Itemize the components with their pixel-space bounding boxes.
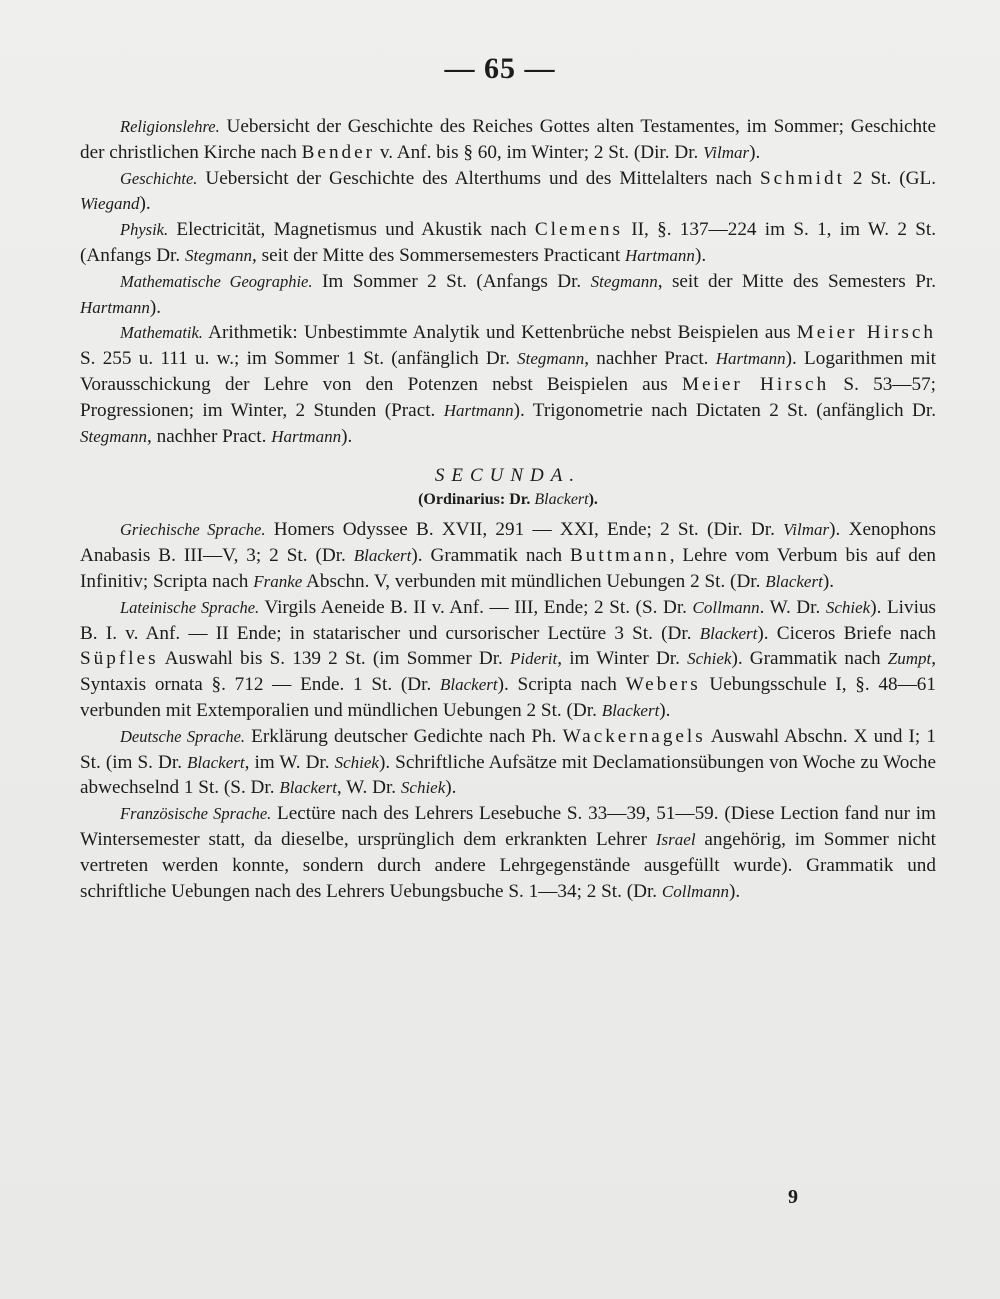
teacher-name: Wiegand (80, 194, 140, 214)
paragraph-text: Virgils Aeneide B. II v. Anf. — III, Ende; 2 St. (S. Dr. (259, 596, 693, 618)
paragraph-text: ). Xenophons Anabasis B. III—V, 3; 2 St. (Dr. (80, 519, 936, 567)
paragraph-text: Erklärung deutscher Gedichte nach Ph. (245, 725, 563, 747)
paragraph-text: ). (139, 193, 151, 215)
author-name: Buttmann (570, 545, 670, 567)
paragraph-text: Lectüre nach des Lehrers Lesebuche S. 33—39, 51—59. (Diese Lection fand nur im Wintersemester statt, da dieselbe, ursprünglich dem erkrankten Lehrer (80, 803, 936, 850)
author-name: Wackernagels (562, 725, 706, 747)
teacher-name: Blackert (601, 700, 660, 720)
paragraph-text: ). Grammatik nach (731, 648, 888, 670)
paragraph-text: Arithmetik: Unbestimmte Analytik und Kettenbrüche nebst Beispielen aus (202, 322, 797, 344)
subject-heading: Griechische Sprache. (120, 520, 266, 540)
author-name: Franke (253, 571, 303, 591)
subject-heading: Mathematische Geographie. (120, 271, 313, 291)
paragraph-text: v. Anf. bis § 60, im Winter; 2 St. (Dir. Dr. (375, 141, 704, 163)
teacher-name: Vilmar (783, 520, 830, 540)
teacher-name: Collmann (661, 881, 729, 901)
paragraph-text: ). Scripta nach (497, 674, 626, 696)
author-name: Clemens (534, 219, 623, 241)
paragraph-text: ). Schriftliche Aufsätze mit Declamationsübungen von Woche zu Woche abwechselnd 1 St. (S. Dr. (80, 751, 936, 799)
paragraph-lateinische-sprache (80, 595, 936, 724)
paragraph-franzoesische-sprache (80, 801, 936, 904)
teacher-name: Schiek (825, 597, 871, 617)
signature-mark: 9 (788, 1186, 798, 1208)
paragraph-text: Uebersicht der Geschichte des Alterthums und des Mittelalters nach (197, 167, 760, 189)
paragraph-text: ). (749, 141, 761, 163)
paragraph-text: Auswahl Abschn. X und I; 1 St. (im S. Dr. (80, 725, 936, 773)
subject-heading: Französische Sprache. (120, 804, 272, 824)
paragraph-text: Homers Odyssee B. XVII, 291 — XXI, Ende; 2 St. (Dir. Dr. (265, 519, 784, 541)
paragraph-text: ). (445, 777, 457, 799)
page-number: — 65 — (444, 52, 556, 85)
paragraph-text: S. 255 u. 111 u. w.; im Sommer 1 St. (anfänglich Dr. (80, 348, 518, 370)
subject-heading: Geschichte. (120, 168, 198, 188)
main-text (80, 114, 936, 904)
paragraph-text: , W. Dr. (336, 777, 401, 799)
teacher-name: Stegmann (184, 245, 253, 265)
teacher-name: Blackert (187, 752, 245, 772)
teacher-name: Blackert (765, 571, 823, 591)
paragraph-text: Uebungsschule I, §. 48—61 verbunden mit Extemporalien und mündlichen Uebungen 2 St. (Dr. (80, 674, 936, 721)
paragraph-text: , nachher Pract. (584, 348, 716, 370)
teacher-name: Hartmann (443, 400, 514, 420)
subject-heading: Mathematik. (120, 323, 203, 343)
paragraph-geschichte (80, 166, 936, 218)
teacher-name: Schiek (687, 649, 732, 669)
teacher-name: Schiek (400, 778, 446, 798)
paragraph-text: ). Grammatik nach (411, 545, 570, 567)
paragraph-text: S. 53—57; Progressionen; im Winter, 2 Stunden (Pract. (80, 373, 936, 421)
paragraph-text: , seit der Mitte des Semesters Pr. (657, 270, 937, 292)
teacher-name: Stegmann (80, 426, 148, 446)
teacher-name: Hartmann (715, 349, 786, 369)
paragraph-text: angehörig, im Sommer nicht vertreten werden konnte, sondern durch andere Lehrgegenstände ausgefüllt wurde). Grammatik und schriftliche Uebungen nach des Lehrers Uebungsbuche S. 1—34; 2 St. (Dr. (80, 828, 936, 902)
paragraph-text: Uebersicht der Geschichte des Reiches Gottes alten Testamentes, im Sommer; Geschichte der christlichen Kirche nach (80, 116, 936, 163)
author-name: Süpfles (80, 648, 159, 670)
author-name: Webers (625, 674, 701, 696)
paragraph-text: Abschn. V, verbunden mit mündlichen Uebungen 2 St. (Dr. (302, 570, 766, 592)
paragraph-text: , im Winter Dr. (557, 648, 688, 670)
ordinarius-end: ). (588, 491, 598, 509)
paragraph-text: ). (149, 296, 162, 318)
paragraph-text: Im Sommer 2 St. (Anfangs Dr. (312, 270, 591, 292)
author-name: Zumpt (887, 649, 932, 669)
teacher-name: Vilmar (703, 142, 750, 162)
teacher-name: Blackert (440, 675, 498, 695)
paragraph-mathematische-geographie (80, 269, 936, 321)
paragraph-text: 2 St. (GL. (844, 167, 937, 189)
paragraph-text: ). Livius B. I. v. Anf. — II Ende; in statarischer und cursorischer Lectüre 3 St. (Dr. (80, 596, 936, 644)
teacher-name: Blackert (534, 491, 589, 509)
paragraph-text: ). (694, 244, 707, 266)
paragraph-text: ). (341, 425, 353, 447)
teacher-name: Schiek (334, 752, 379, 772)
paragraph-text: II, §. 137—224 im S. 1, im W. 2 St. (Anfangs Dr. (80, 219, 937, 266)
paragraph-text: , Lehre vom Verbum bis auf den Infinitiv; Scripta nach (80, 545, 936, 592)
ordinarius-label: (Ordinarius: Dr. (418, 491, 535, 509)
paragraph-mathematik (80, 320, 936, 449)
paragraph-text: , nachher Pract. (147, 425, 272, 447)
section-heading-secunda: SECUNDA. (434, 465, 582, 487)
paragraph-text: ). Logarithmen mit Vorausschickung der Lehre von den Potenzen nebst Beispielen aus (80, 348, 936, 395)
author-name: Meier Hirsch (796, 322, 936, 344)
paragraph-text: , seit der Mitte des Sommersemesters Practicant (252, 244, 626, 266)
ordinarius-line (80, 489, 936, 511)
paragraph-text: ). (728, 880, 741, 902)
teacher-name: Piderit (510, 649, 558, 669)
paragraph-physik (80, 217, 936, 269)
author-name: Schmidt (759, 167, 845, 189)
paragraph-griechische-sprache (80, 517, 936, 594)
paragraph-religionslehre (80, 114, 936, 166)
paragraph-text: Electricität, Magnetismus und Akustik nach (168, 219, 535, 241)
paragraph-text: ). Trigonometrie nach Dictaten 2 St. (anfänglich Dr. (513, 399, 936, 421)
subject-heading: Lateinische Sprache. (120, 597, 260, 617)
paragraph-text: Auswahl bis S. 139 2 St. (im Sommer Dr. (158, 648, 511, 670)
teacher-name: Stegmann (517, 349, 585, 369)
author-name: Bender (301, 141, 376, 163)
teacher-name: Hartmann (271, 426, 342, 446)
paragraph-text: ). (659, 699, 671, 721)
paragraph-text: ). (822, 570, 835, 592)
teacher-name: Blackert (279, 778, 337, 798)
subject-heading: Physik. (120, 220, 169, 240)
teacher-name: Blackert (353, 546, 412, 566)
paragraph-text: . W. Dr. (759, 596, 826, 618)
paragraph-text: ). Ciceros Briefe nach (757, 622, 936, 644)
teacher-name: Stegmann (590, 271, 658, 291)
teacher-name: Israel (655, 829, 696, 849)
paragraph-text: , Syntaxis ornata §. 712 — Ende. 1 St. (Dr. (80, 648, 936, 696)
author-name: Meier Hirsch (681, 373, 830, 395)
paragraph-text: , im W. Dr. (244, 751, 335, 773)
teacher-name: Collmann (692, 597, 760, 617)
teacher-name: Blackert (699, 623, 758, 643)
paragraph-deutsche-sprache (80, 724, 936, 801)
subject-heading: Religionslehre. (120, 117, 220, 136)
subject-heading: Deutsche Sprache. (120, 726, 246, 746)
teacher-name: Hartmann (625, 245, 695, 265)
teacher-name: Hartmann (80, 297, 150, 317)
